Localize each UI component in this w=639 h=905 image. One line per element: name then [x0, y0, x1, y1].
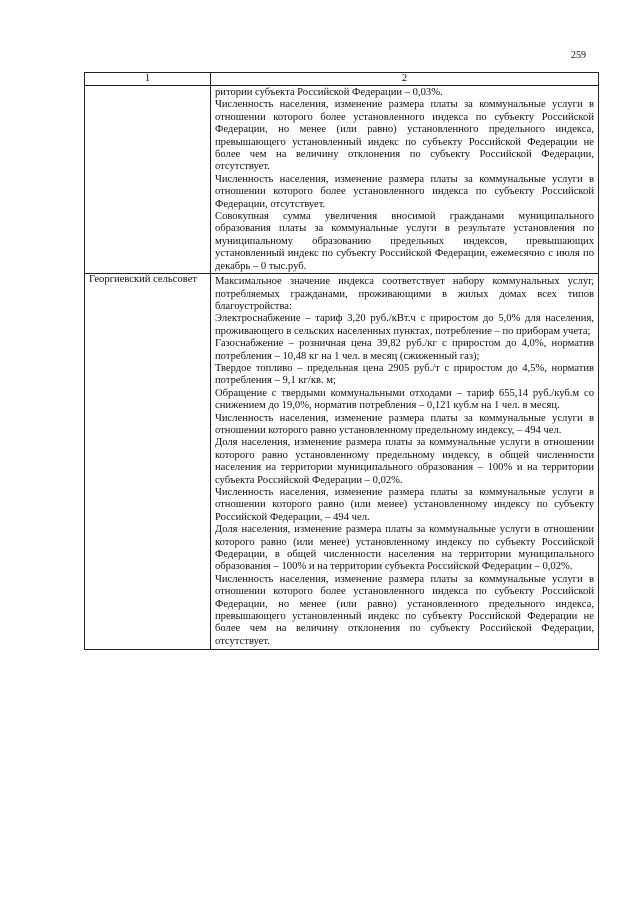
column-header-2: 2 — [211, 73, 599, 86]
municipality-name-cell — [85, 86, 211, 274]
paragraph: Твердое топливо – предельная цена 2905 руб./т с приростом до 4,5%, норматив потребления – 9,1 кг/кв. м; — [215, 362, 594, 387]
table-row — [85, 274, 599, 650]
document-table — [84, 72, 599, 650]
paragraph: Численность населения, изменение размера платы за коммунальные услуги в отношении которого более установленного индекса по субъекту Российской Федерации, отсутствует. — [215, 173, 594, 210]
description-cell — [211, 274, 599, 650]
paragraph: Газоснабжение – розничная цена 39,82 руб./кг с приростом до 4,0%, норматив потребления – 10,48 кг на 1 чел. в месяц (сжиженный газ); — [215, 338, 594, 362]
paragraph: Доля населения, изменение размера платы за коммунальные услуги в отношении которого равно (или менее) установленному индексу по субъекту Российской Федерации, в общей численности населения на территории муниципального образования – 100% и на территории субъекта Российской Федерации – 0,02%. — [215, 524, 594, 573]
paragraph: Совокупная сумма увеличения вносимой гражданами муниципального образования платы за коммунальные услуги в результате установления по муниципальному образованию предельных индексов, превышающих установленный индекс по субъекту Российской Федерации, ежемесячно с июля по декабрь – 0 тыс.руб. — [215, 211, 594, 272]
paragraph: Численность населения, изменение размера платы за коммунальные услуги в отношении которого более установленного индекса по субъекту Российской Федерации, но менее (или равно) установленного предельного индекса, превышающего установленный индекс по субъекту Российской Федерации не более чем на величину отклонения по субъекту Российской Федерации, отсутствует. — [215, 99, 594, 173]
table-header-row — [85, 73, 599, 86]
paragraph: Максимальное значение индекса соответствует набору коммунальных услуг, потребляемых гражданами, проживающими в жилых домах всех типов благоустройства: — [215, 276, 594, 312]
paragraph: Численность населения, изменение размера платы за коммунальные услуги в отношении которого равно установленному предельному индексу, – 494 чел. — [215, 412, 594, 436]
description-cell — [211, 86, 599, 274]
column-header-1: 1 — [85, 73, 211, 86]
paragraph: Численность населения, изменение размера платы за коммунальные услуги в отношении которого равно (или менее) установленному индексу по субъекту Российской Федерации, – 494 чел. — [215, 487, 594, 523]
paragraph: ритории субъекта Российской Федерации – 0,03%. — [215, 87, 443, 98]
paragraph: Доля населения, изменение размера платы за коммунальные услуги в отношении которого равно установленному предельному индексу, в общей численности населения на территории муниципального образования – 100% и на территории субъекта Российской Федерации – 0,02%. — [215, 437, 594, 486]
table-row — [85, 86, 599, 274]
paragraph: Обращение с твердыми коммунальными отходами – тариф 655,14 руб./куб.м со снижением до 19,0%, норматив потребления – 0,121 куб.м на 1 чел. в месяц. — [215, 387, 594, 412]
municipality-name-cell: Георгиевский сельсовет — [85, 274, 211, 650]
paragraph: Численность населения, изменение размера платы за коммунальные услуги в отношении которого более установленного индекса по субъекту Российской Федерации, но менее (или равно) установленного предельного индекса, превышающего установленный индекс по субъекту Российской Федерации не более чем на величину отклонения по субъекту Российской Федерации, отсутствует. — [215, 573, 594, 647]
paragraph: Электроснабжение – тариф 3,20 руб./кВт.ч с приростом до 5,0% для населения, проживающего в сельских населенных пунктах, потребление – по приборам учета; — [215, 313, 594, 337]
page-number: 259 — [571, 50, 586, 61]
